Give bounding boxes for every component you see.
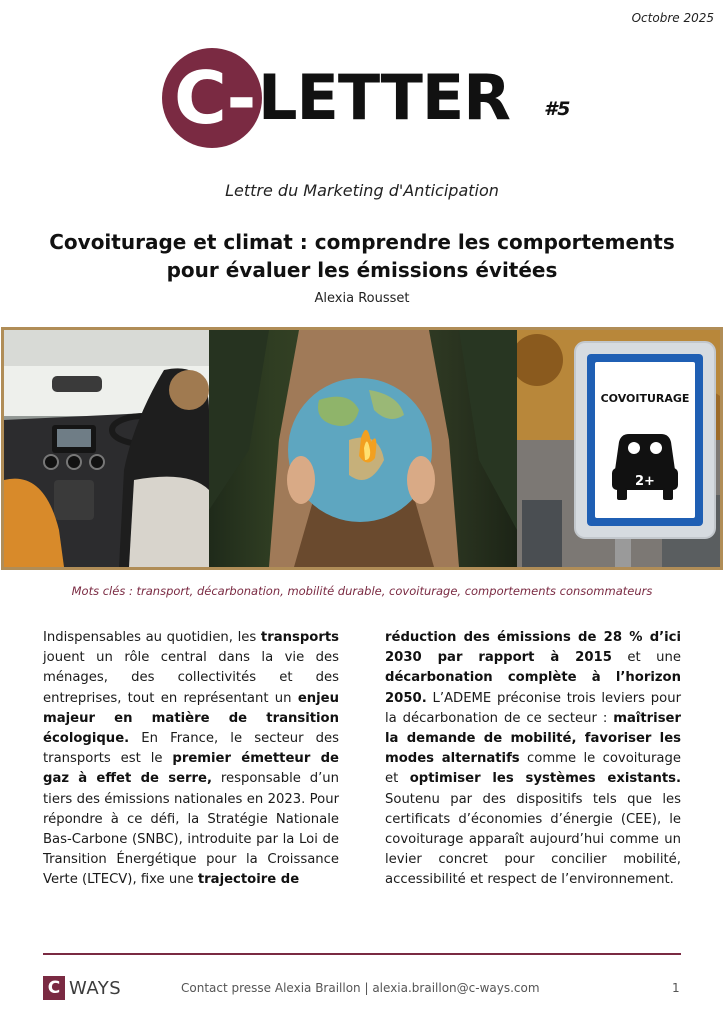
c-ways-logo-text: WAYS: [69, 977, 122, 999]
right-text-1: et une: [611, 650, 681, 666]
footer-divider: [43, 953, 681, 955]
issue-date: Octobre 2025: [631, 11, 714, 25]
issue-number: #5: [544, 98, 571, 120]
logo-c-text: C-: [174, 56, 255, 140]
right-bold-4: optimiser les systèmes existants.: [409, 771, 681, 787]
sign-badge: 2+: [635, 474, 655, 489]
earth-globe-photo: [209, 330, 517, 567]
article-title-line-1: Covoiturage et climat : comprendre les comportements: [49, 230, 675, 254]
left-text-4: responsable d’un tiers des émissions nationales en 2023. Pour répondre à ce défi, la Stratégie Nationale Bas-Carbone (SNBC), introduite par la Loi de Transition Énergétique pour la Croissance Verte (LTECV), fixe une: [43, 771, 339, 888]
sign-label: COVOITURAGE: [600, 392, 690, 405]
left-text-1: Indispensables au quotidien, les: [43, 630, 261, 645]
header-photo-strip: [1, 327, 723, 570]
left-bold-2: enjeu majeur en matière de transition écologique.: [43, 690, 339, 747]
newsletter-subtitle: Lettre du Marketing d'Anticipation: [225, 181, 499, 200]
right-text-3: comme le covoiturage et: [385, 751, 681, 787]
press-contact: Contact presse Alexia Braillon | alexia.braillon@c-ways.com: [181, 981, 540, 995]
car-interior-illustration: [4, 330, 209, 567]
c-ways-logo: [43, 976, 121, 1000]
right-bold-1: réduction des émissions de 28 % d’ici 2030 par rapport à 2015: [385, 630, 681, 666]
page-number: 1: [672, 981, 680, 995]
carpool-sign-illustration: [517, 330, 720, 567]
left-bold-4: trajectoire de: [197, 872, 300, 888]
article-author: Alexia Rousset: [314, 291, 410, 306]
right-bold-3: maîtriser la demande de mobilité, favoriser les modes alternatifs: [385, 710, 681, 767]
logo-letter-text: LETTER: [258, 61, 510, 134]
right-text-2: L’ADEME préconise trois leviers pour la décarbonation de ce secteur :: [385, 690, 681, 726]
left-bold-1: transports: [260, 630, 339, 645]
right-text-4: Soutenu par des dispositifs tels que les certificats d’économies d’énergie (CEE), le covoiturage apparaît aujourd’hui comme un levier concret pour concilier mobilité, accessibilité et respect de l’environnement.: [385, 791, 681, 888]
c-ways-logo-box: C: [43, 976, 65, 1000]
article-column-right: [385, 628, 681, 891]
left-bold-3: premier émetteur de gaz à effet de serre,: [43, 751, 339, 787]
carpool-sign-photo: [517, 330, 720, 567]
article-column-left: [43, 628, 339, 891]
c-letter-logo: [162, 48, 582, 148]
right-bold-2: décarbonation complète à l’horizon 2050.: [385, 670, 681, 706]
article-title: [10, 228, 714, 284]
left-text-2: jouent un rôle central dans la vie des ménages, des collectivités et des entreprises, tout en représentant un: [43, 650, 339, 706]
keywords-line: Mots clés : transport, décarbonation, mobilité durable, covoiturage, comportements consommateurs: [71, 584, 653, 598]
left-text-3: En France, le secteur des transports est le: [43, 731, 339, 767]
article-title-line-2: pour évaluer les émissions évitées: [166, 258, 558, 282]
car-interior-photo: [4, 330, 209, 567]
globe-illustration: [209, 330, 517, 567]
